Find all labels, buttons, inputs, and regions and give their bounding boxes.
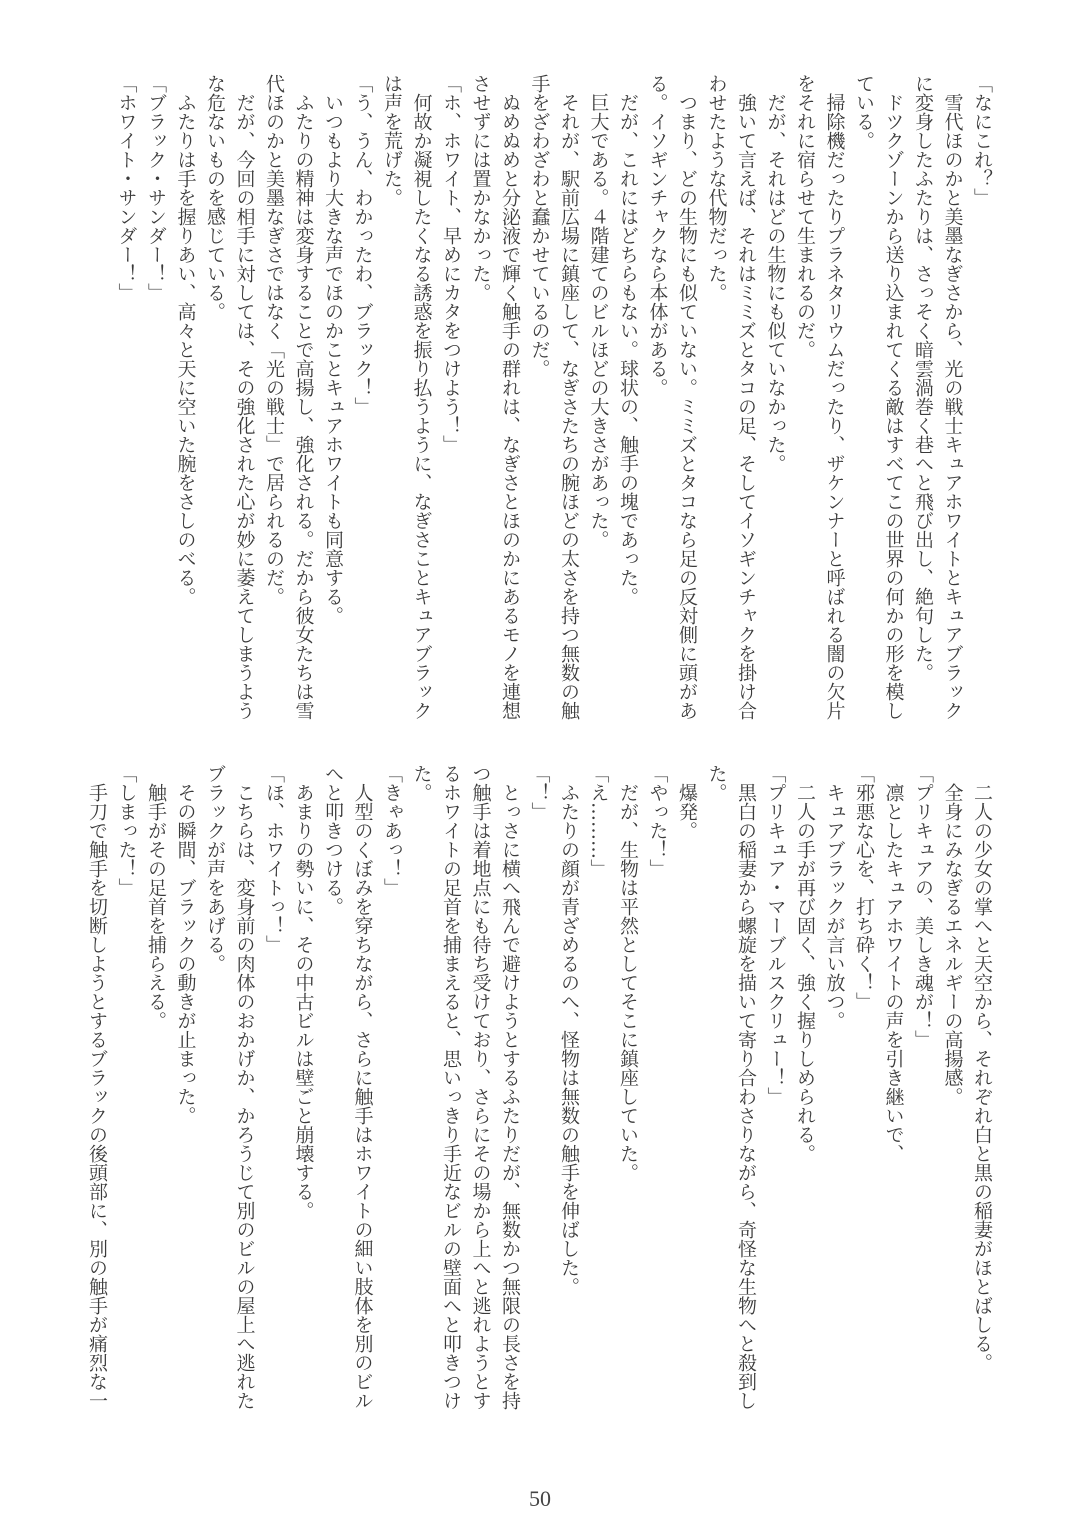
text-column: 「え………」: [587, 764, 610, 878]
text-column: だが、それはどの生物にも似ていなかった。: [764, 74, 787, 473]
text-column: 全身にみなぎるエネルギーの高揚感。: [941, 764, 964, 1106]
text-column: 「やった！」: [646, 764, 669, 878]
text-column: た。: [705, 764, 728, 802]
text-column: 「なにこれ？」: [971, 74, 993, 207]
text-column: に変身したふたりは、さっそく暗雲渦巻く巷へと飛び出し、絶句した。: [912, 74, 934, 682]
text-column: だが、これにはどちらもない。球状の、触手の塊であった。: [617, 74, 639, 606]
text-column: つ触手は着地点にも待ち受けており、さらにその場から上へと逃れようとす: [469, 764, 492, 1410]
text-column: その瞬間、ブラックの動きが止まった。: [174, 764, 197, 1125]
text-column: とっさに横へ飛んで避けようとするふたりだが、無数かつ無限の長さを持: [499, 764, 521, 1410]
text-column: ふたりの精神は変身することで高揚し、強化される。だから彼女たちは雪: [292, 74, 315, 720]
text-column: ドツクゾーンから送り込まれてくる敵はすべてこの世界の何かの形を模し: [882, 74, 905, 720]
text-column: キュアブラックが言い放つ。: [823, 764, 846, 1030]
page-number: 50: [529, 1486, 551, 1511]
text-column: へと叩きつける。: [322, 764, 344, 916]
text-column: 手をざわざわと蠢かせているのだ。: [528, 74, 551, 378]
text-column: 「邪悪な心を、打ち砕く！」: [853, 764, 875, 1011]
text-column: ぬめぬめと分泌液で輝く触手の群れは、なぎさとほのかにあるモノを連想: [499, 74, 521, 720]
text-column: 二人の少女の掌へと天空から、それぞれ白と黒の稲妻がほとばしる。: [971, 764, 993, 1372]
text-column: る。イソギンチャクなら本体がある。: [646, 74, 669, 397]
text-column: ふたりの顔が青ざめるのへ、怪物は無数の触手を伸ばした。: [558, 764, 580, 1296]
text-column: 「ホ、ホワイト、早めにカタをつけよう！」: [440, 74, 462, 454]
text-column: 何故か凝視したくなる誘惑を振り払うように、なぎさことキュアブラック: [410, 74, 433, 720]
text-column: 「しまった！」: [115, 764, 138, 897]
text-column: ふたりは手を握りあい、高々と天に空いた腕をさしのべる。: [174, 74, 197, 606]
text-column: 爆発。: [676, 764, 698, 840]
text-column: 「プリキュアの、美しき魂が！」: [912, 764, 934, 1049]
text-column: をそれに宿らせて生まれるのだ。: [794, 74, 816, 359]
text-column: 掃除機だったりプラネタリウムだったり、ザケンナーと呼ばれる闇の欠片: [823, 74, 846, 720]
text-column: 「う、うん、わかったわ、ブラック！」: [351, 74, 374, 416]
text-column: いつもより大きな声でほのかことキュアホワイトも同意する。: [322, 74, 344, 625]
text-column: あまりの勢いに、その中古ビルは壁ごと崩壊する。: [292, 764, 315, 1220]
text-column: だが、生物は平然としてそこに鎮座していた。: [617, 764, 639, 1182]
text-column: させずには置かなかった。: [469, 74, 492, 302]
text-column: ブラックが声をあげる。: [204, 764, 226, 973]
text-column: 二人の手が再び固く、強く握りしめられる。: [794, 764, 816, 1163]
text-column: 雪代ほのかと美墨なぎさから、光の戦士キュアホワイトとキュアブラック: [941, 74, 964, 720]
text-column: な危ないものを感じている。: [204, 74, 226, 321]
text-column: 「きゃあっ！」: [381, 764, 403, 897]
lower-text-block: [82, 764, 997, 1464]
text-column: 代ほのかと美墨なぎさではなく「光の戦士」で居られるのだ。: [263, 74, 285, 606]
text-column: 「ホワイト・サンダー！」: [115, 74, 138, 302]
text-column: だが、今回の相手に対しては、その強化された心が妙に萎えてしまうよう: [233, 74, 256, 720]
text-column: 「ほ、ホワイトっ！」: [263, 764, 285, 954]
upper-text-block: [111, 74, 996, 739]
text-column: 「ブラック・サンダー！」: [145, 74, 167, 302]
text-column: それが、駅前広場に鎮座して、なぎさたちの腕ほどの太さを持つ無数の触: [558, 74, 580, 720]
text-column: た。: [410, 764, 433, 802]
text-column: 「プリキュア・マーブルスクリュー！」: [764, 764, 787, 1106]
text-column: 巨大である。４階建てのビルほどの大きさがあった。: [587, 74, 610, 549]
text-column: 黒白の稲妻から螺旋を描いて寄り合わさりながら、奇怪な生物へと殺到し: [735, 764, 757, 1410]
text-column: こちらは、変身前の肉体のおかげか、かろうじて別のビルの屋上へ逃れた: [233, 764, 256, 1410]
text-column: つまり、どの生物にも似ていない。ミミズとタコなら足の反対側に頭があ: [676, 74, 698, 720]
text-column: は声を荒げた。: [381, 74, 403, 207]
text-column: 「！」: [528, 764, 551, 821]
text-column: ている。: [853, 74, 875, 150]
text-column: 触手がその足首を捕らえる。: [145, 764, 167, 1030]
text-column: 強いて言えば、それはミミズとタコの足、そしてイソギンチャクを掛け合: [735, 74, 757, 720]
text-column: 人型のくぼみを穿ちながら、さらに触手はホワイトの細い肢体を別のビル: [351, 764, 374, 1410]
text-column: るホワイトの足首を捕まえると、思いっきり手近なビルの壁面へと叩きつけ: [440, 764, 462, 1410]
text-column: 凛としたキュアホワイトの声を引き継いで、: [882, 764, 905, 1163]
text-column: 手刀で触手を切断しようとするブラックの後頭部に、別の触手が痛烈な一: [86, 764, 108, 1410]
text-column: わせたような代物だった。: [705, 74, 728, 302]
